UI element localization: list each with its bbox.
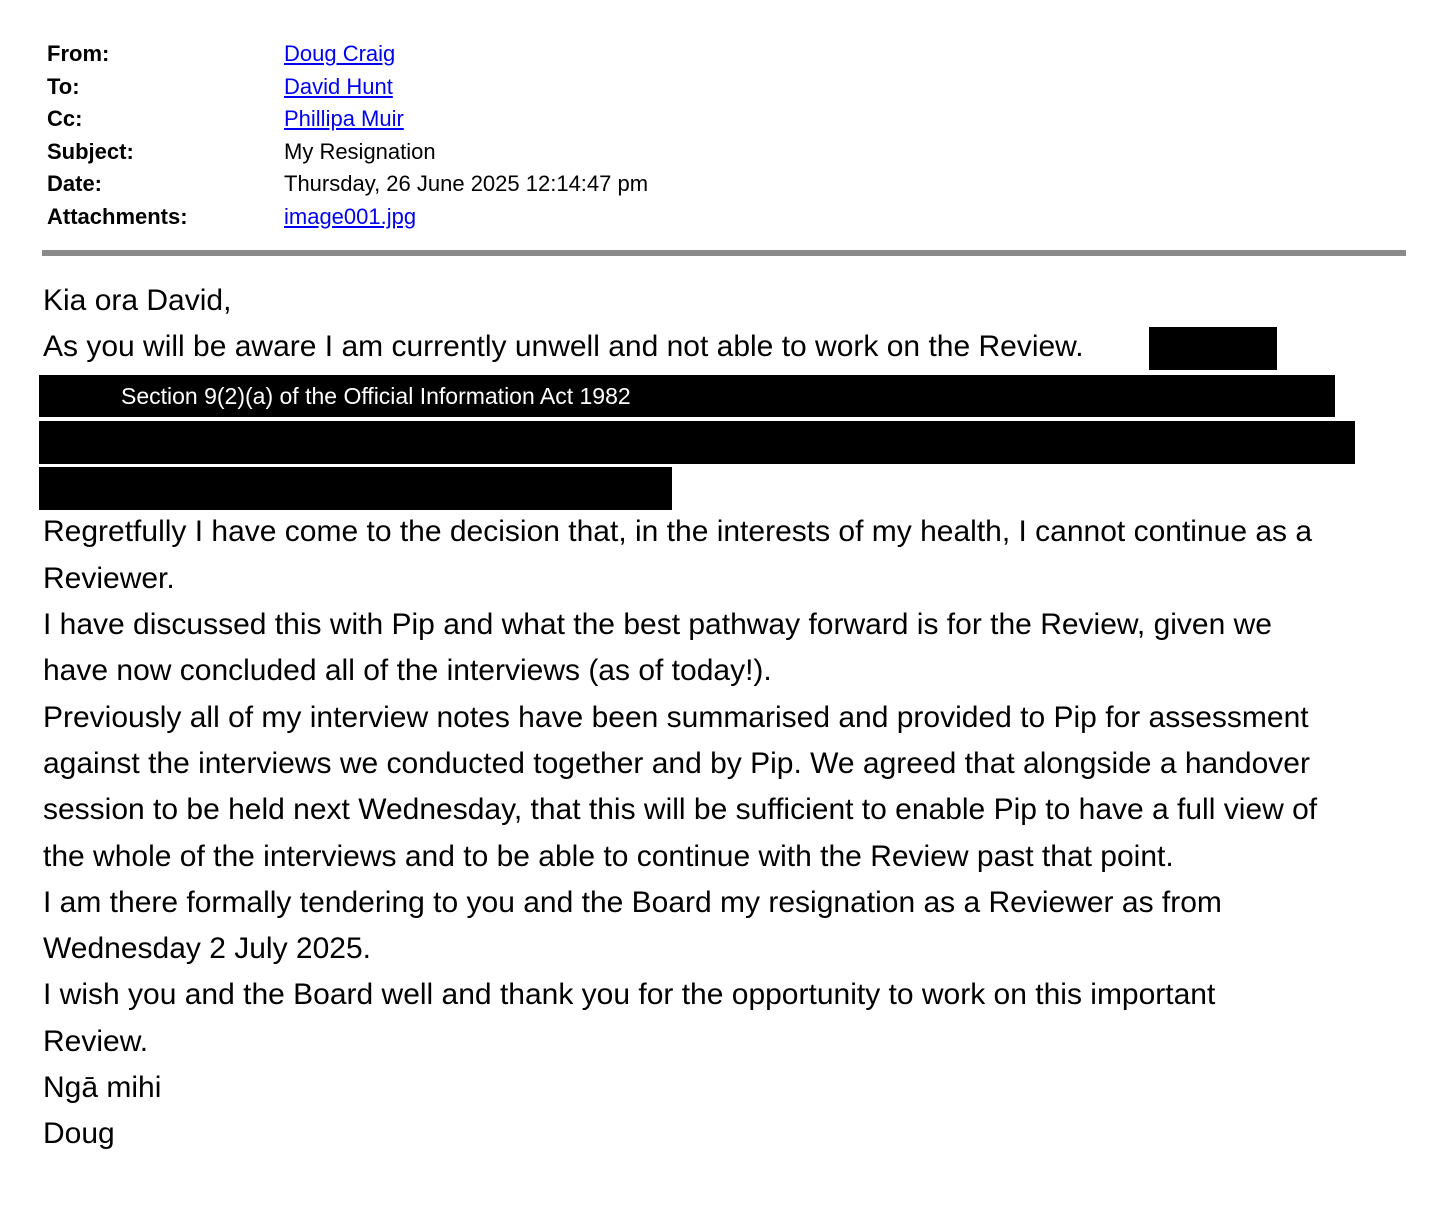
cc-link[interactable]: Phillipa Muir bbox=[284, 106, 404, 131]
attachments-label: Attachments: bbox=[47, 203, 188, 229]
to-label: To: bbox=[47, 73, 80, 99]
signoff: Ngā mihi bbox=[43, 1071, 162, 1105]
body-line: the whole of the interviews and to be able to continue with the Review past that point. bbox=[43, 839, 1174, 873]
date-label: Date: bbox=[47, 171, 103, 196]
greeting: Kia ora David, bbox=[43, 284, 232, 317]
header-divider bbox=[42, 250, 1406, 256]
subject-value: My Resignation bbox=[284, 138, 436, 164]
body-line: I wish you and the Board well and thank you for the opportunity to work on this important bbox=[43, 978, 1216, 1012]
redaction-block bbox=[39, 421, 1355, 464]
to-row bbox=[47, 71, 648, 104]
body-line: Wednesday 2 July 2025. bbox=[43, 932, 371, 966]
signature: Doug bbox=[43, 1117, 115, 1151]
body-line: Regretfully I have come to the decision that, in the interests of my health, I cannot continue as a bbox=[43, 515, 1313, 549]
attachment-link[interactable]: image001.jpg bbox=[284, 203, 417, 229]
cc-row bbox=[47, 103, 648, 136]
body-line: I am there formally tendering to you and the Board my resignation as a Reviewer as from bbox=[43, 885, 1222, 919]
to-link[interactable]: David Hunt bbox=[284, 73, 393, 99]
body-line: against the interviews we conducted together and by Pip. We agreed that alongside a handover bbox=[43, 746, 1310, 780]
cc-label: Cc: bbox=[47, 106, 83, 131]
subject-label: Subject: bbox=[47, 138, 134, 164]
body-line: Review. bbox=[43, 1024, 149, 1058]
redaction-block-labelled bbox=[39, 375, 1335, 417]
attachments-row bbox=[47, 201, 648, 234]
redaction-block-inline bbox=[1149, 327, 1277, 370]
from-link[interactable]: Doug Craig bbox=[284, 41, 396, 66]
body-line: Previously all of my interview notes have been summarised and provided to Pip for assessment bbox=[43, 700, 1309, 734]
body-line: I have discussed this with Pip and what the best pathway forward is for the Review, given we bbox=[43, 608, 1272, 642]
body-line: have now concluded all of the interviews (as of today!). bbox=[43, 654, 772, 688]
date-value: Thursday, 26 June 2025 12:14:47 pm bbox=[284, 171, 649, 196]
body-line: As you will be aware I am currently unwell and not able to work on the Review. bbox=[43, 330, 1084, 364]
from-row bbox=[47, 38, 648, 71]
redaction-label: Section 9(2)(a) of the Official Information Act 1982 bbox=[121, 383, 631, 409]
subject-row bbox=[47, 136, 648, 169]
email-header bbox=[47, 38, 648, 233]
date-row bbox=[47, 168, 648, 201]
from-label: From: bbox=[47, 41, 110, 66]
redaction-block bbox=[39, 467, 672, 510]
body-line: session to be held next Wednesday, that this will be sufficient to enable Pip to have a full view of bbox=[43, 793, 1318, 827]
body-line: Reviewer. bbox=[43, 561, 175, 595]
